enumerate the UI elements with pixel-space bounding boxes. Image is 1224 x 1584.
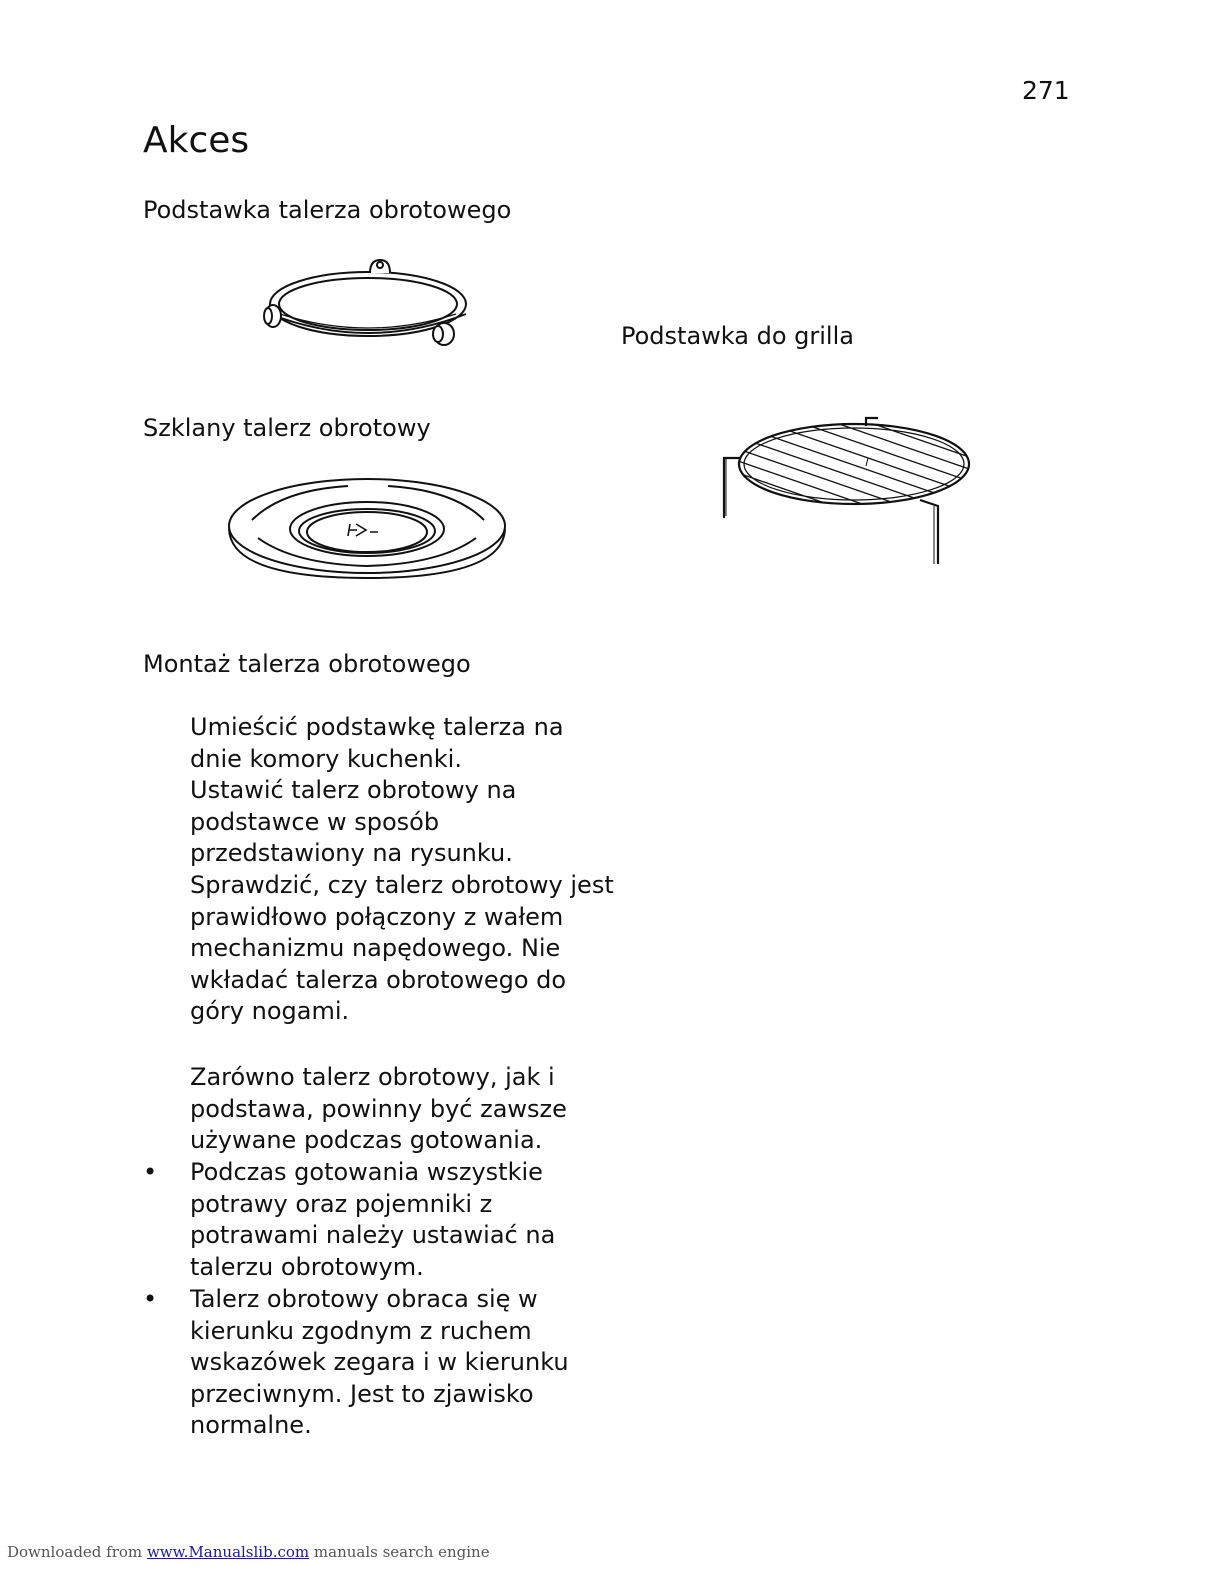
installation-paragraph [190,712,614,1028]
bullet-line: normalne. [190,1411,312,1440]
installation-heading: Montaż talerza obrotowego [143,650,471,678]
grill-rack-heading: Podstawka do grilla [621,322,854,350]
bullet-line: wskazówek zegara i w kierunku [190,1348,569,1377]
bullet-item [190,1157,555,1283]
installation-line: góry nogami. [190,997,350,1026]
note-line: używane podczas gotowania. [190,1126,543,1155]
installation-line: dnie komory kuchenki. [190,744,462,773]
bullet-line: potrawami należy ustawiać na [190,1221,556,1250]
page-title: Akces [143,120,250,161]
note-line: podstawa, powinny być zawsze [190,1094,567,1123]
bullet-marker: • [143,1285,158,1313]
bullet-marker: • [143,1158,158,1186]
turntable-support-illustration [258,252,478,357]
footer-suffix: manuals search engine [313,1543,490,1561]
grill-rack-illustration [712,412,980,572]
installation-line: podstawce w sposób [190,807,440,836]
glass-turntable-illustration [222,474,512,586]
bullet-line: potrawy oraz pojemniki z [190,1189,493,1218]
bullet-line: Podczas gotowania wszystkie [190,1158,543,1186]
installation-line: prawidłowo połączony z wałem [190,902,564,931]
note-paragraph [190,1062,567,1157]
footer-prefix: Downloaded from [7,1543,143,1561]
installation-line: Ustawić talerz obrotowy na [190,776,517,805]
bullet-line: kierunku zgodnym z ruchem [190,1316,532,1345]
bullet-line: przeciwnym. Jest to zjawisko [190,1379,534,1408]
glass-turntable-heading: Szklany talerz obrotowy [143,414,431,442]
installation-line: przedstawiony na rysunku. [190,839,513,868]
installation-line: Umieścić podstawkę talerza na [190,713,564,741]
turntable-support-heading: Podstawka talerza obrotowego [143,196,512,224]
bullet-line: Talerz obrotowy obraca się w [190,1285,538,1313]
manualslib-link[interactable]: www.Manualslib.com [146,1543,310,1561]
page-number: 271 [1022,76,1070,105]
installation-line: wkładać talerza obrotowego do [190,965,567,994]
installation-line: Sprawdzić, czy talerz obrotowy jest [190,870,614,899]
bullet-line: talerzu obrotowym. [190,1252,424,1281]
download-footer [7,1543,490,1561]
bullet-item [190,1284,569,1442]
installation-line: mechanizmu napędowego. Nie [190,934,561,963]
note-line: Zarówno talerz obrotowy, jak i [190,1063,555,1091]
